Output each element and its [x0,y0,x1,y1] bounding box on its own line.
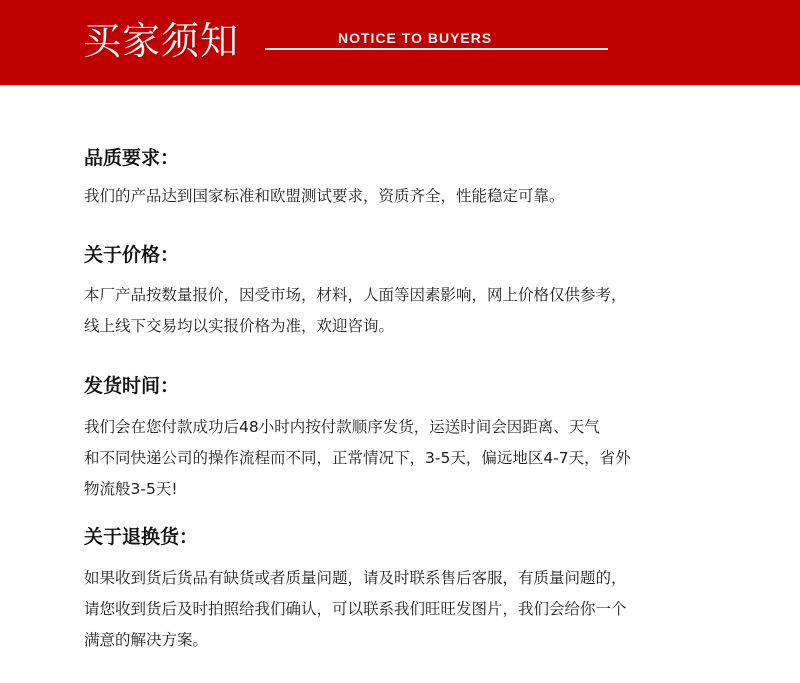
page-title: 买家须知 [83,19,240,63]
section-heading: 品质要求： [84,147,180,169]
section-body [84,563,784,656]
page-subtitle: NOTICE TO BUYERS [338,30,493,46]
section-body [84,280,784,342]
body-line: 物流般3-5天! [84,480,178,498]
body-line: 和不同快递公司的操作流程而不同，正常情况下，3-5天，偏远地区4-7天，省外 [84,449,631,467]
body-line: 线上线下交易均以实报价格为准，欢迎咨询。 [84,317,395,335]
body-line: 请您收到货后及时拍照给我们确认，可以联系我们旺旺发图片，我们会给你一个 [84,600,627,618]
section-quality [84,145,784,212]
section-shipping [84,373,784,505]
body-line: 如果收到货后货品有缺货或者质量问题，请及时联系售后客服，有质量问题的， [84,569,627,587]
body-line: 我们的产品达到国家标准和欧盟测试要求，资质齐全，性能稳定可靠。 [84,187,565,205]
section-heading: 关于价格： [84,244,180,266]
section-price [84,242,784,342]
section-heading: 关于退换货： [84,526,199,548]
body-line: 满意的解决方案。 [84,631,209,649]
section-body [84,181,784,212]
header-divider [265,48,608,50]
body-line: 本厂产品按数量报价，因受市场，材料，人面等因素影响，网上价格仅供参考， [84,286,627,304]
section-heading: 发货时间： [84,375,180,397]
section-body [84,412,784,505]
header-banner [0,0,800,85]
body-line: 我们会在您付款成功后48小时内按付款顺序发货，运送时间会因距离、天气 [84,418,600,436]
section-returns [84,524,784,656]
